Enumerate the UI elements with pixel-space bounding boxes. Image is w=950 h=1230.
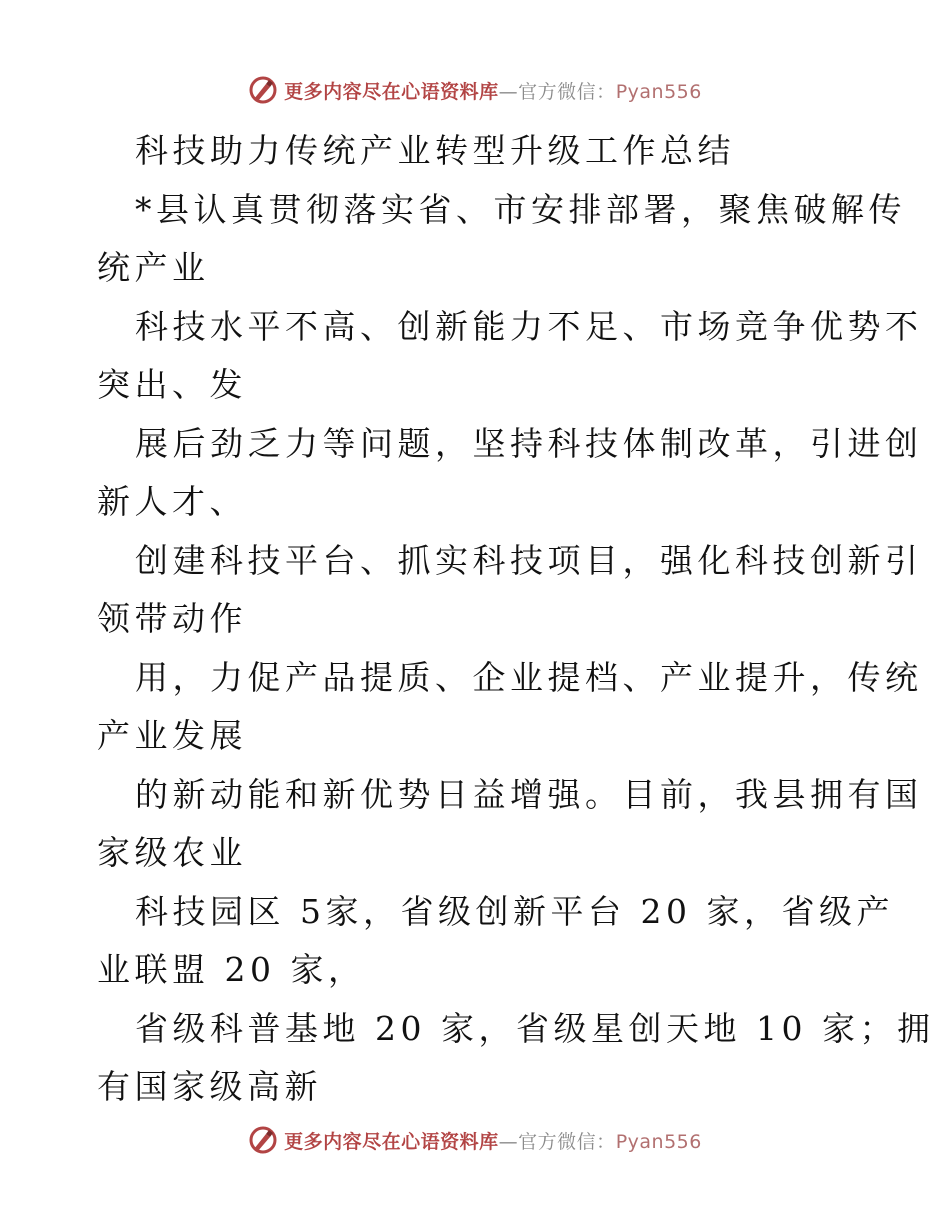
footer-watermark xyxy=(0,1120,950,1160)
text-line: 展后劲乏力等问题，坚持科技体制改革，引进创 xyxy=(135,423,923,463)
text-line: 创建科技平台、抓实科技项目，强化科技创新引 xyxy=(135,540,923,580)
text-line: *县认真贯彻落实省、市安排部署，聚焦破解传 xyxy=(135,189,906,229)
watermark-text xyxy=(284,77,702,104)
text-line: 的新动能和新优势日益增强。目前，我县拥有国 xyxy=(135,774,923,814)
text-line: 业联盟 20 家， xyxy=(97,950,366,989)
watermark-wechat-id: Pyan556 xyxy=(615,1130,702,1153)
watermark-dash: — xyxy=(498,80,519,103)
text-line: 科技水平不高、创新能力不足、市场竞争优势不 xyxy=(135,306,923,346)
text-line: 用，力促产品提质、企业提档、产业提升，传统 xyxy=(135,657,923,697)
text-line: 省级科普基地 20 家，省级星创天地 10 家；拥 xyxy=(135,1008,935,1048)
text-line: 统产业 xyxy=(97,248,210,287)
pen-logo-icon xyxy=(248,1125,278,1155)
text-line: 新人才、 xyxy=(97,482,247,521)
pen-logo-icon xyxy=(248,75,278,105)
watermark-brand: 更多内容尽在心语资料库 xyxy=(284,80,499,103)
watermark-wechat-label: 官方微信： xyxy=(518,80,616,103)
watermark-text xyxy=(284,1127,702,1154)
text-line: 家级农业 xyxy=(97,833,247,872)
document-body xyxy=(97,122,935,1117)
header-watermark xyxy=(0,70,950,110)
text-line: 突出、发 xyxy=(97,365,247,404)
text-line: 科技园区 5家，省级创新平台 20 家，省级产 xyxy=(135,891,894,931)
text-line: 科技助力传统产业转型升级工作总结 xyxy=(135,131,735,170)
watermark-wechat-id: Pyan556 xyxy=(615,80,702,103)
watermark-brand: 更多内容尽在心语资料库 xyxy=(284,1130,499,1153)
text-line: 产业发展 xyxy=(97,716,247,755)
text-line: 领带动作 xyxy=(97,599,247,638)
watermark-dash: — xyxy=(498,1130,519,1153)
text-line: 有国家级高新 xyxy=(97,1067,322,1106)
watermark-wechat-label: 官方微信： xyxy=(518,1130,616,1153)
